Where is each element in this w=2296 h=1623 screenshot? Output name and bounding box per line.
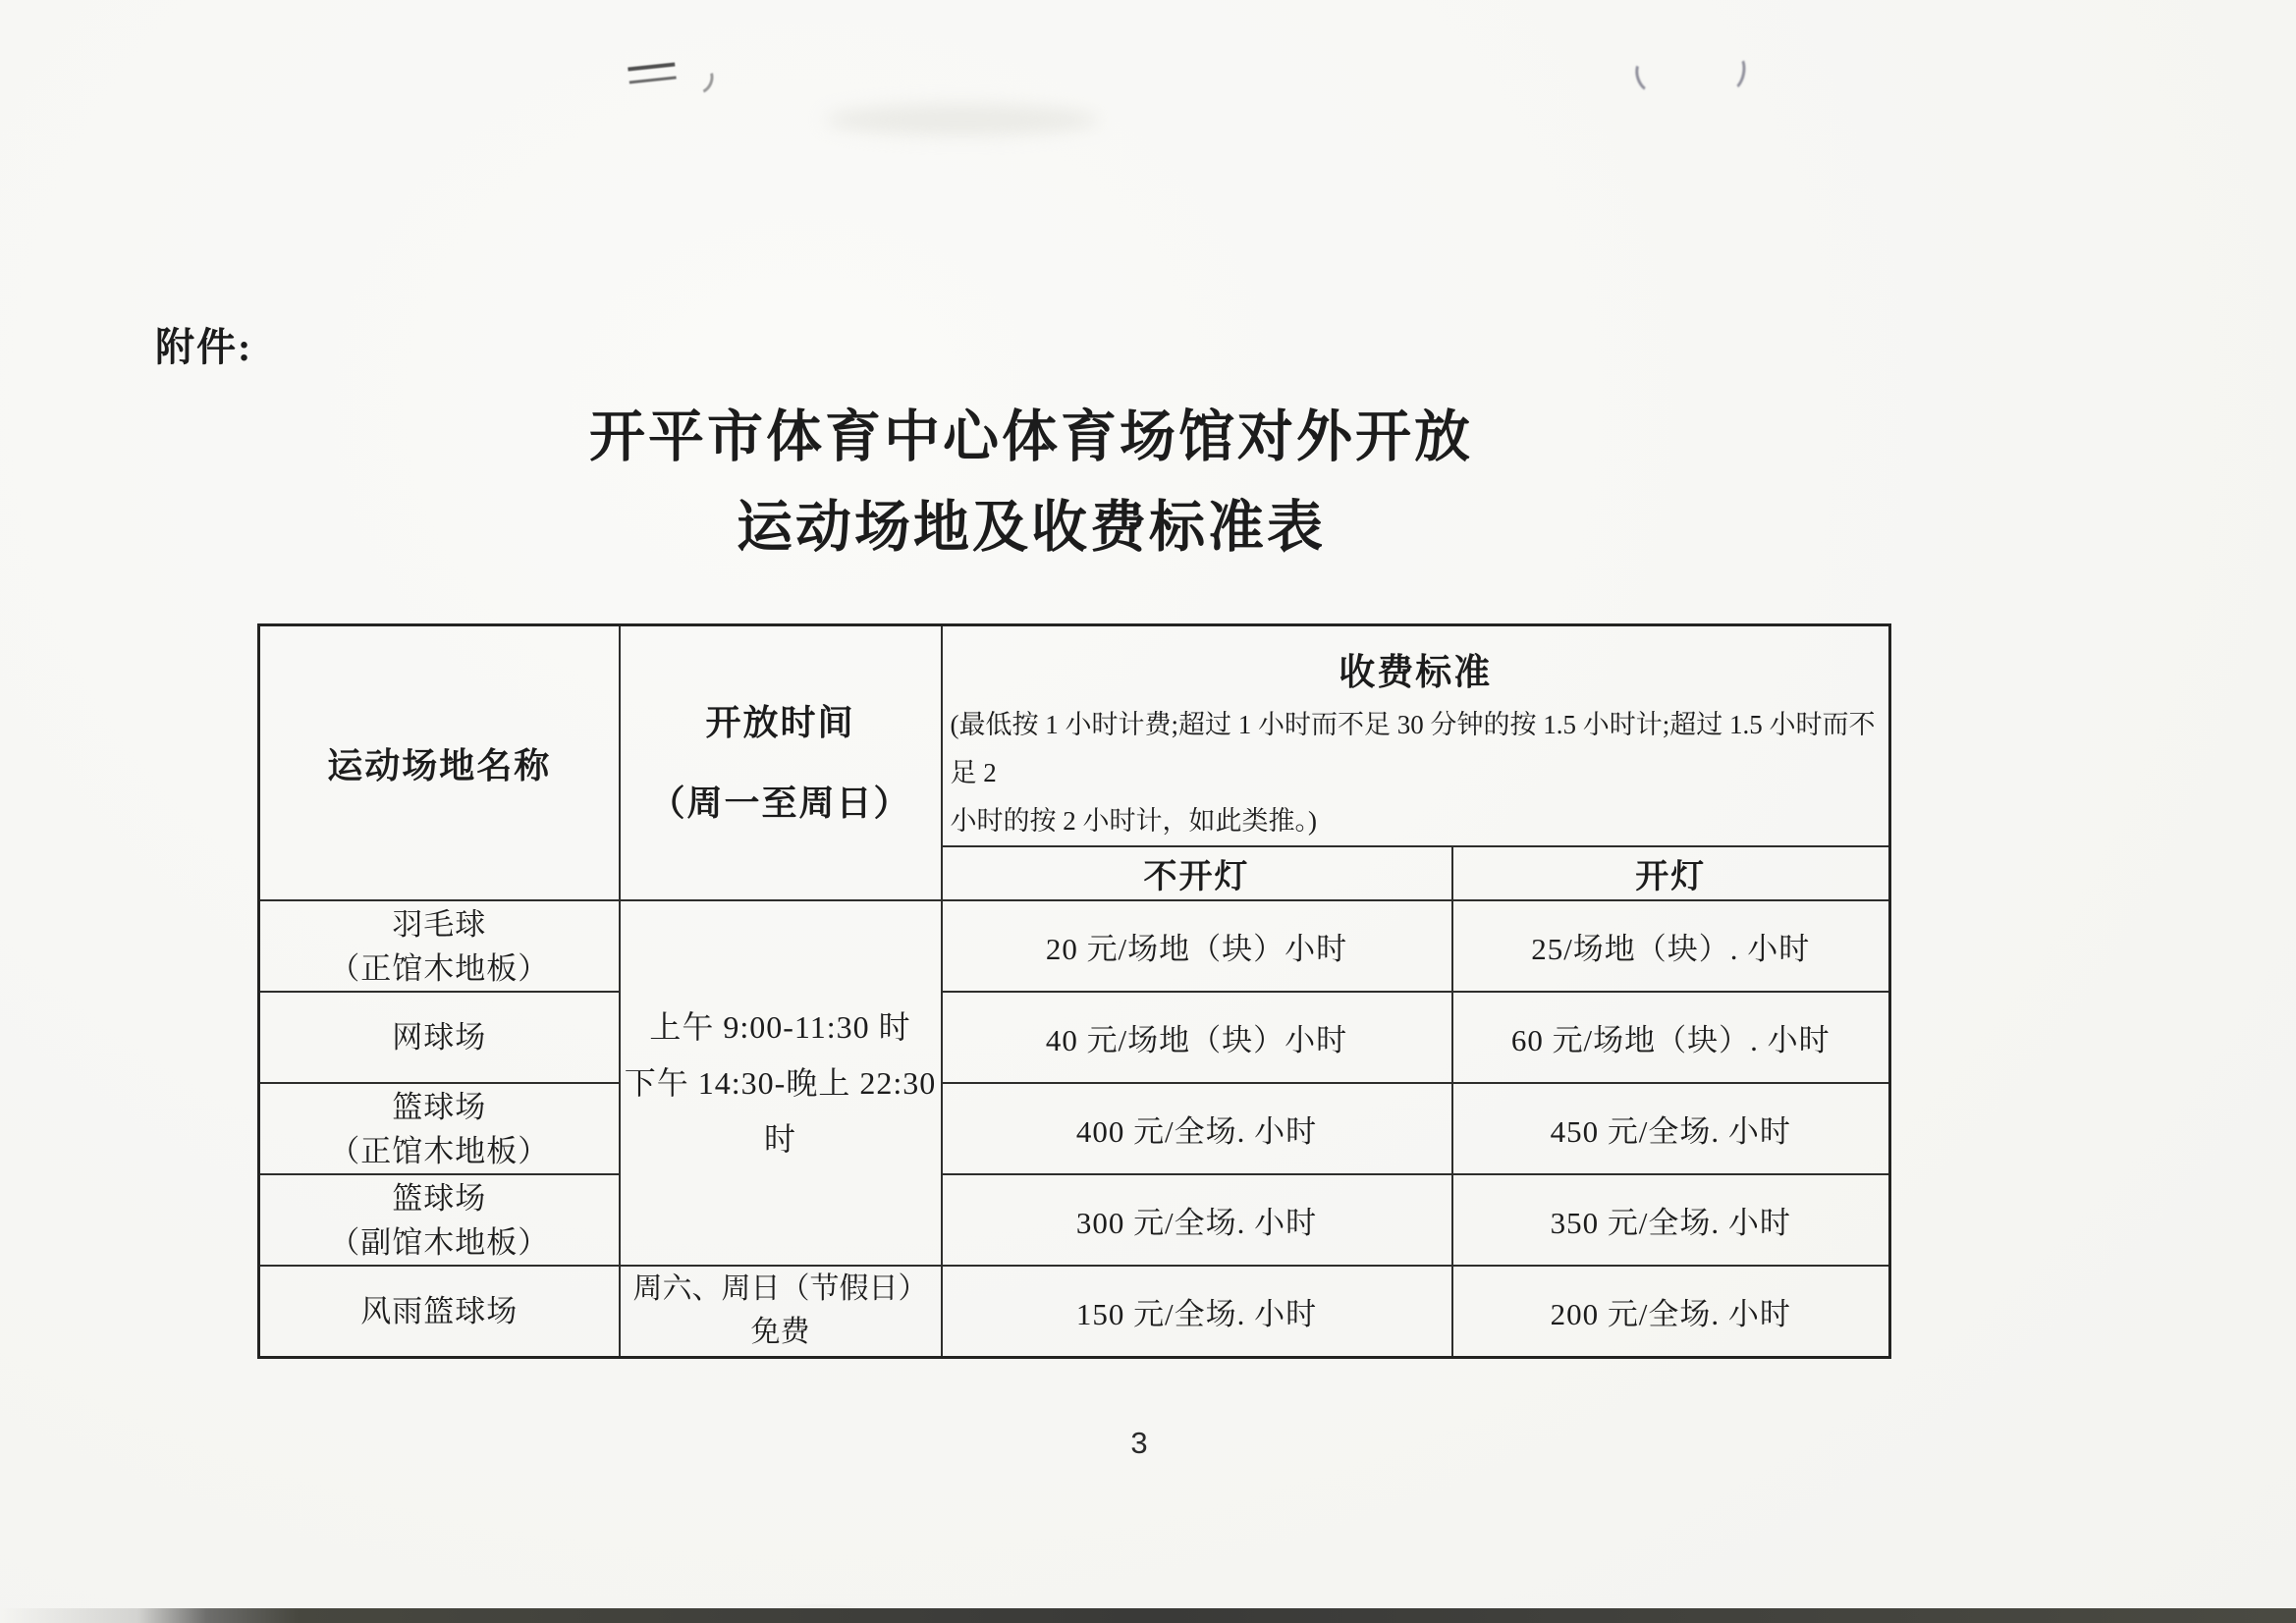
venue-name-line1: 篮球场 xyxy=(392,1089,487,1124)
weekend-hours-line2: 免费 xyxy=(750,1316,810,1349)
header-opening-hours-line2: （周一至周日） xyxy=(649,783,911,823)
fee-lights-on-cell: 200 元/全场. 小时 xyxy=(1452,1266,1890,1357)
pencil-mark xyxy=(628,63,677,84)
venue-cell xyxy=(259,1174,620,1266)
table-header-row xyxy=(259,625,1890,847)
venue-name-line1: 羽毛球 xyxy=(392,906,487,942)
document-title-line2: 运动场地及收费标准表 xyxy=(737,497,1326,559)
fee-lights-on-cell: 450 元/全场. 小时 xyxy=(1452,1083,1890,1174)
venue-cell xyxy=(259,900,620,992)
hours-weekend-cell xyxy=(620,1266,942,1357)
venue-name-line1: 网球场 xyxy=(392,1020,487,1055)
document-title-line1: 开平市体育中心体育场馆对外开放 xyxy=(589,406,1473,468)
fee-lights-off-cell: 300 元/全场. 小时 xyxy=(942,1174,1452,1266)
header-fee-standard xyxy=(942,625,1890,847)
fee-lights-off-cell: 40 元/场地（块）小时 xyxy=(942,992,1452,1083)
venue-cell xyxy=(259,1266,620,1357)
fee-standard-note-line1: (最低按 1 小时计费;超过 1 小时而不足 30 分钟的按 1.5 小时计;超过 1.5 小时而不足 2 xyxy=(950,710,1876,787)
fee-table xyxy=(257,623,1891,1359)
scan-smudge xyxy=(825,104,1100,135)
venue-name-line2: （正馆木地板） xyxy=(329,1133,550,1168)
fee-lights-on-cell: 25/场地（块）. 小时 xyxy=(1452,900,1890,992)
fee-lights-off-cell: 20 元/场地（块）小时 xyxy=(942,900,1452,992)
fee-lights-off-cell: 150 元/全场. 小时 xyxy=(942,1266,1452,1357)
table-row-basketball-main xyxy=(259,1083,1890,1174)
table-row-tennis xyxy=(259,992,1890,1083)
venue-name-line2: （正馆木地板） xyxy=(329,950,550,986)
page-number: 3 xyxy=(1130,1426,1148,1460)
hours-line1: 上午 9:00-11:30 时 xyxy=(649,1008,911,1045)
fee-lights-on-cell: 350 元/全场. 小时 xyxy=(1452,1174,1890,1266)
scan-edge-shadow xyxy=(0,1608,2296,1623)
pencil-mark xyxy=(1631,56,1662,94)
venue-name-line1: 篮球场 xyxy=(392,1180,487,1216)
hours-line2: 下午 14:30-晚上 22:30 时 xyxy=(624,1064,937,1157)
table-row-basketball-aux xyxy=(259,1174,1890,1266)
fee-standard-title: 收费标准 xyxy=(1339,652,1493,692)
venue-cell xyxy=(259,1083,620,1174)
fee-lights-on-cell: 60 元/场地（块）. 小时 xyxy=(1452,992,1890,1083)
hours-merged-cell xyxy=(620,900,942,1266)
venue-name-line1: 风雨篮球场 xyxy=(360,1293,519,1328)
weekend-hours-line1: 周六、周日（节假日） xyxy=(632,1272,928,1306)
header-venue-name: 运动场地名称 xyxy=(259,625,620,901)
pencil-mark xyxy=(684,61,718,97)
document-title xyxy=(471,393,1591,573)
fee-standard-note-line2: 小时的按 2 小时计，如此类推。) xyxy=(950,806,1317,836)
table-row-badminton xyxy=(259,900,1890,992)
venue-cell xyxy=(259,992,620,1083)
pencil-mark xyxy=(1722,53,1748,91)
header-opening-hours-line1: 开放时间 xyxy=(705,702,855,742)
header-lights-on: 开灯 xyxy=(1452,846,1890,900)
header-lights-off: 不开灯 xyxy=(942,846,1452,900)
table-row-outdoor-basketball xyxy=(259,1266,1890,1357)
attachment-label: 附件: xyxy=(155,325,253,369)
header-opening-hours xyxy=(620,625,942,901)
venue-name-line2: （副馆木地板） xyxy=(329,1224,550,1260)
fee-lights-off-cell: 400 元/全场. 小时 xyxy=(942,1083,1452,1174)
